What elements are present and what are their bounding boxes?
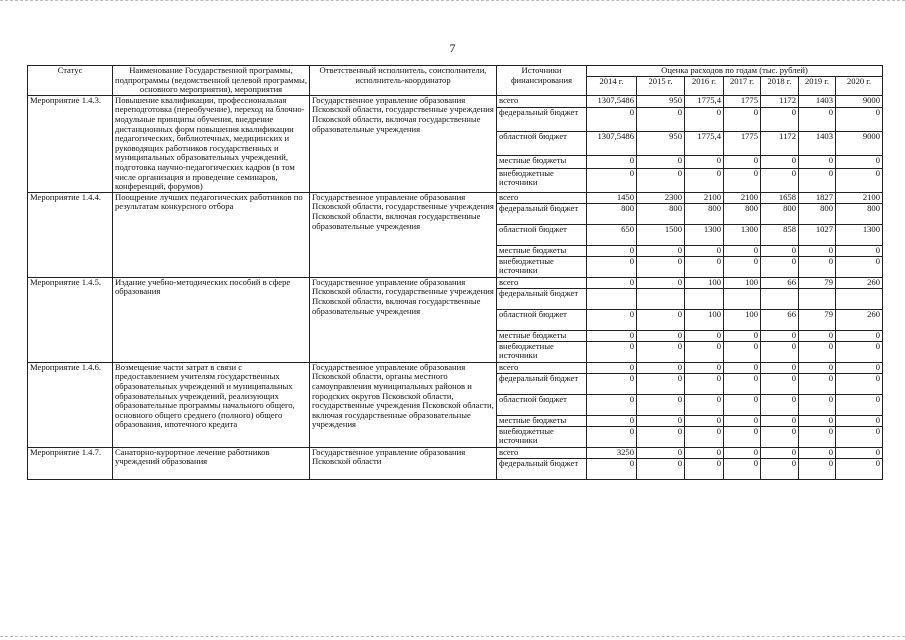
value-cell: 260 [836,309,883,330]
value-cell: 0 [685,341,724,362]
value-cell: 1500 [637,224,685,245]
source-cell: областной бюджет [497,394,587,415]
header-year: 2020 г. [836,76,883,95]
value-cell: 100 [724,277,761,288]
value-cell: 0 [587,330,637,341]
value-cell: 0 [761,245,799,256]
value-cell: 66 [761,277,799,288]
status-cell: Мероприятие 1.4.4. [28,192,113,277]
value-cell: 1172 [761,95,799,108]
header-executor: Ответственный исполнитель, соисполнители, исполнитель-координатор [310,66,497,96]
value-cell: 0 [761,458,799,479]
value-cell: 0 [637,458,685,479]
value-cell: 1775 [724,95,761,108]
value-cell: 0 [685,447,724,458]
value-cell: 800 [799,203,836,224]
value-cell: 0 [637,156,685,169]
scan-edge-top [0,0,905,3]
value-cell: 3250 [587,447,637,458]
value-cell: 0 [637,309,685,330]
value-cell: 0 [724,373,761,394]
executor-cell: Государственное управление образования Псковской области, государственные учреждения Псковской области, включая государственные образовательные учреждения [310,95,497,192]
value-cell [724,288,761,309]
value-cell: 0 [587,108,637,132]
value-cell: 0 [637,394,685,415]
source-cell: местные бюджеты [497,156,587,169]
value-cell: 0 [799,458,836,479]
value-cell: 100 [685,309,724,330]
value-cell: 800 [836,203,883,224]
value-cell: 800 [724,203,761,224]
value-cell: 1450 [587,192,637,203]
table-row [28,277,883,288]
measure-name-cell: Возмещение части затрат в связи с предоставлением учителям государственных образовательных учреждений и муниципальных образовательных учреждений, реализующих образовательные программы начального общего, основного общего среднего (полного) общего образования, ипотечного кредита [113,362,310,447]
value-cell: 0 [685,168,724,192]
source-cell: областной бюджет [497,132,587,156]
header-year: 2014 г. [587,76,637,95]
value-cell: 0 [799,447,836,458]
table-row [28,447,883,458]
value-cell: 0 [799,426,836,447]
value-cell: 0 [724,108,761,132]
header-name: Наименование Государственной программы, подпрограммы (ведомственной целевой программы, основного мероприятия), мероприятия [113,66,310,96]
value-cell: 800 [587,203,637,224]
value-cell: 0 [836,156,883,169]
value-cell: 0 [587,168,637,192]
value-cell: 0 [799,256,836,277]
value-cell: 0 [761,415,799,426]
value-cell: 0 [685,373,724,394]
executor-cell: Государственное управление образования Псковской области [310,447,497,479]
value-cell: 0 [637,373,685,394]
source-cell: федеральный бюджет [497,203,587,224]
value-cell: 0 [836,426,883,447]
value-cell [637,288,685,309]
value-cell: 1775 [724,132,761,156]
value-cell: 0 [799,341,836,362]
value-cell: 1403 [799,132,836,156]
value-cell: 0 [685,362,724,373]
value-cell: 0 [685,108,724,132]
value-cell: 0 [761,256,799,277]
value-cell: 1300 [685,224,724,245]
header-year: 2019 г. [799,76,836,95]
value-cell: 2100 [836,192,883,203]
value-cell: 79 [799,309,836,330]
value-cell: 260 [836,277,883,288]
value-cell: 0 [724,245,761,256]
source-cell: внебюджетные источники [497,426,587,447]
header-year: 2016 г. [685,76,724,95]
value-cell: 0 [724,447,761,458]
value-cell: 800 [685,203,724,224]
header-year: 2018 г. [761,76,799,95]
executor-cell: Государственное управление образования Псковской области, государственные учреждения Псковской области, включая государственные образовательные учреждения [310,192,497,277]
value-cell: 0 [836,373,883,394]
table-row [28,192,883,203]
value-cell: 100 [724,309,761,330]
value-cell: 1172 [761,132,799,156]
source-cell: внебюджетные источники [497,341,587,362]
executor-cell: Государственное управление образования Псковской области, государственные учреждения Псковской области, включая государственные образовательные учреждения [310,277,497,362]
value-cell: 0 [637,256,685,277]
source-cell: местные бюджеты [497,245,587,256]
value-cell: 0 [836,330,883,341]
value-cell: 0 [799,168,836,192]
value-cell: 0 [587,156,637,169]
value-cell: 0 [685,330,724,341]
value-cell: 1300 [836,224,883,245]
value-cell: 1307,5486 [587,95,637,108]
value-cell: 800 [637,203,685,224]
value-cell: 0 [685,156,724,169]
value-cell: 0 [836,415,883,426]
value-cell: 0 [724,341,761,362]
source-cell: областной бюджет [497,309,587,330]
value-cell: 0 [761,373,799,394]
value-cell: 858 [761,224,799,245]
table-row [28,362,883,373]
value-cell: 2100 [724,192,761,203]
value-cell: 0 [724,394,761,415]
source-cell: местные бюджеты [497,330,587,341]
table-body [28,95,883,479]
value-cell: 0 [799,330,836,341]
source-cell: федеральный бюджет [497,108,587,132]
value-cell: 66 [761,309,799,330]
value-cell [799,288,836,309]
value-cell [761,288,799,309]
header-year: 2017 г. [724,76,761,95]
value-cell: 0 [836,168,883,192]
value-cell: 0 [637,330,685,341]
value-cell: 0 [761,426,799,447]
value-cell: 0 [799,394,836,415]
value-cell: 1775,4 [685,95,724,108]
source-cell: местные бюджеты [497,415,587,426]
value-cell [587,288,637,309]
status-cell: Мероприятие 1.4.3. [28,95,113,192]
value-cell: 0 [799,156,836,169]
value-cell: 9000 [836,132,883,156]
value-cell: 0 [836,245,883,256]
value-cell: 0 [724,168,761,192]
value-cell: 0 [836,458,883,479]
value-cell: 9000 [836,95,883,108]
value-cell: 0 [587,277,637,288]
header-expenses: Оценка расходов по годам (тыс. рублей) [587,66,883,77]
value-cell: 0 [685,256,724,277]
value-cell: 0 [637,277,685,288]
measure-name-cell: Поощрение лучших педагогических работников по результатам конкурсного отбора [113,192,310,277]
value-cell: 650 [587,224,637,245]
value-cell: 1827 [799,192,836,203]
measure-name-cell: Повышение квалификации, профессиональная переподготовка (переобучение), переход на блочно-модульные принципы обучения, внедрение дистанционных форм повышения квалификации педагогических, библиотечных, медицинских и руководящих работников государственных и муниципальных образовательных учреждений, подготовка научно-педагогических кадров (в том числе организация и проведение семинаров, конференций, форумов) [113,95,310,192]
value-cell: 0 [836,341,883,362]
value-cell: 950 [637,95,685,108]
value-cell [685,288,724,309]
table-row [28,95,883,108]
scan-edge-bottom [0,636,905,639]
value-cell: 0 [761,108,799,132]
value-cell: 0 [685,426,724,447]
value-cell: 0 [637,447,685,458]
source-cell: областной бюджет [497,224,587,245]
source-cell: федеральный бюджет [497,288,587,309]
source-cell: всего [497,362,587,373]
source-cell: всего [497,192,587,203]
status-cell: Мероприятие 1.4.5. [28,277,113,362]
value-cell: 0 [724,415,761,426]
value-cell: 0 [637,341,685,362]
value-cell: 0 [836,256,883,277]
value-cell: 0 [685,394,724,415]
source-cell: внебюджетные источники [497,256,587,277]
value-cell: 0 [761,168,799,192]
measure-name-cell: Издание учебно-методических пособий в сфере образования [113,277,310,362]
value-cell: 0 [587,245,637,256]
value-cell: 0 [637,426,685,447]
value-cell: 0 [587,426,637,447]
value-cell: 2300 [637,192,685,203]
value-cell: 1775,4 [685,132,724,156]
value-cell: 0 [587,256,637,277]
value-cell: 1300 [724,224,761,245]
value-cell: 0 [799,245,836,256]
value-cell: 1403 [799,95,836,108]
value-cell: 0 [761,394,799,415]
value-cell: 800 [761,203,799,224]
value-cell: 0 [724,362,761,373]
value-cell: 0 [799,362,836,373]
value-cell: 0 [724,458,761,479]
value-cell [836,288,883,309]
value-cell: 0 [761,341,799,362]
value-cell: 0 [637,108,685,132]
header-status: Статус [28,66,113,96]
value-cell: 1658 [761,192,799,203]
source-cell: всего [497,95,587,108]
value-cell: 0 [724,330,761,341]
value-cell: 0 [761,447,799,458]
value-cell: 0 [724,256,761,277]
source-cell: федеральный бюджет [497,373,587,394]
value-cell: 0 [836,108,883,132]
value-cell: 0 [836,447,883,458]
value-cell: 0 [587,458,637,479]
value-cell: 0 [799,108,836,132]
value-cell: 0 [799,415,836,426]
value-cell: 0 [587,394,637,415]
value-cell: 0 [637,362,685,373]
source-cell: федеральный бюджет [497,458,587,479]
budget-table [27,65,883,480]
source-cell: внебюджетные источники [497,168,587,192]
value-cell: 100 [685,277,724,288]
value-cell: 0 [587,362,637,373]
value-cell: 0 [587,373,637,394]
value-cell: 0 [836,362,883,373]
header-sources: Источники финансирования [497,66,587,96]
value-cell: 1027 [799,224,836,245]
value-cell: 0 [587,309,637,330]
value-cell: 0 [761,330,799,341]
status-cell: Мероприятие 1.4.7. [28,447,113,479]
value-cell: 0 [761,156,799,169]
value-cell: 0 [685,458,724,479]
value-cell: 0 [685,415,724,426]
page-number: 7 [449,41,456,55]
value-cell: 0 [836,394,883,415]
value-cell: 0 [637,168,685,192]
measure-name-cell: Санаторно-курортное лечение работников учреждений образования [113,447,310,479]
value-cell: 0 [587,341,637,362]
value-cell: 79 [799,277,836,288]
table-header [28,66,883,96]
header-year: 2015 г. [637,76,685,95]
value-cell: 0 [724,426,761,447]
source-cell: всего [497,447,587,458]
value-cell: 1307,5486 [587,132,637,156]
value-cell: 0 [761,362,799,373]
value-cell: 950 [637,132,685,156]
value-cell: 0 [685,245,724,256]
value-cell: 0 [637,245,685,256]
value-cell: 0 [587,415,637,426]
status-cell: Мероприятие 1.4.6. [28,362,113,447]
source-cell: всего [497,277,587,288]
value-cell: 0 [724,156,761,169]
executor-cell: Государственное управление образования Псковской области, органы местного самоуправления муниципальных районов и городских округов Псковской области, государственные учреждения Псковской области, включая государственные образовательные учреждения [310,362,497,447]
value-cell: 0 [637,415,685,426]
value-cell: 2100 [685,192,724,203]
value-cell: 0 [799,373,836,394]
